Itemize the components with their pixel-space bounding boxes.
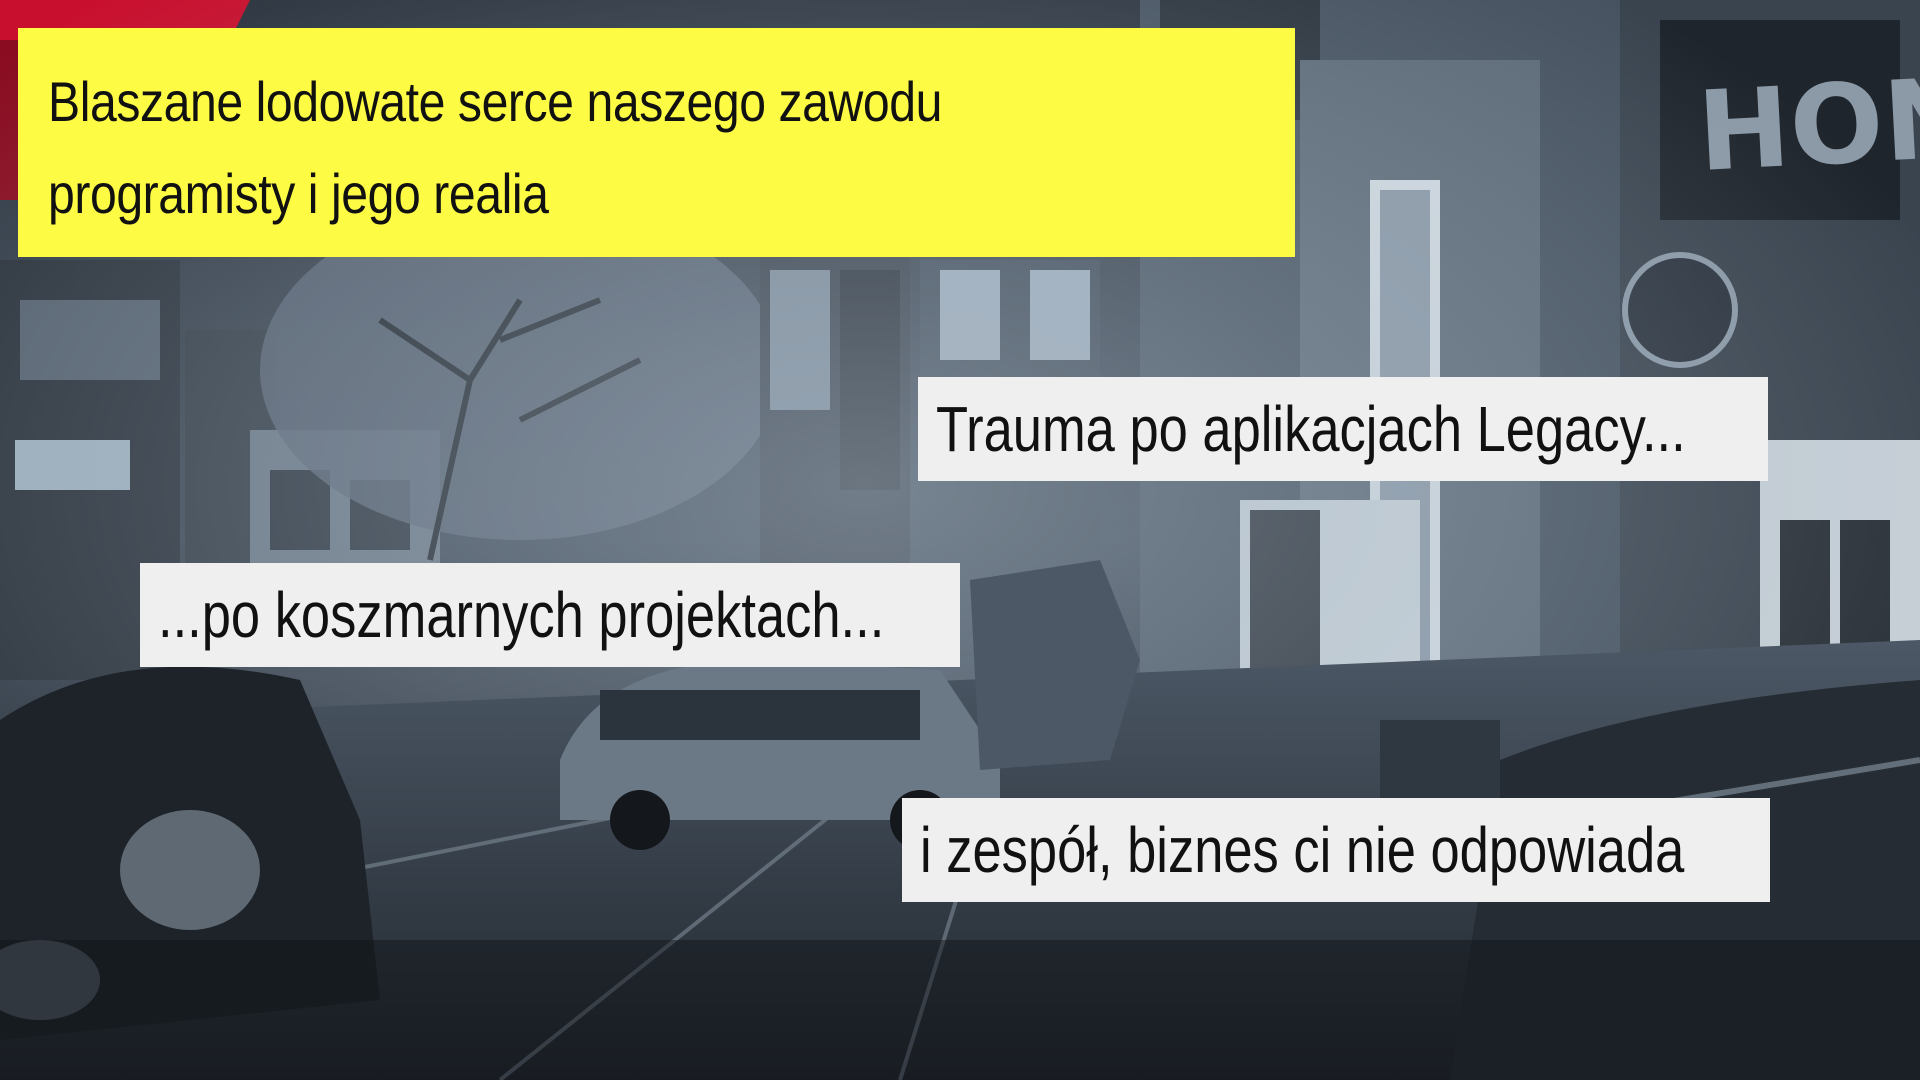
title-box (18, 28, 1295, 257)
caption-text: Trauma po aplikacjach Legacy... (936, 393, 1686, 465)
caption-team-business (902, 798, 1770, 902)
slide-title: Blaszane lodowate serce naszego zawodu programisty i jego realia (48, 70, 942, 225)
caption-text: i zespół, biznes ci nie odpowiada (920, 814, 1685, 886)
caption-legacy-trauma (918, 377, 1768, 481)
caption-nightmare-projects (140, 563, 960, 667)
caption-text: ...po koszmarnych projektach... (158, 579, 885, 651)
